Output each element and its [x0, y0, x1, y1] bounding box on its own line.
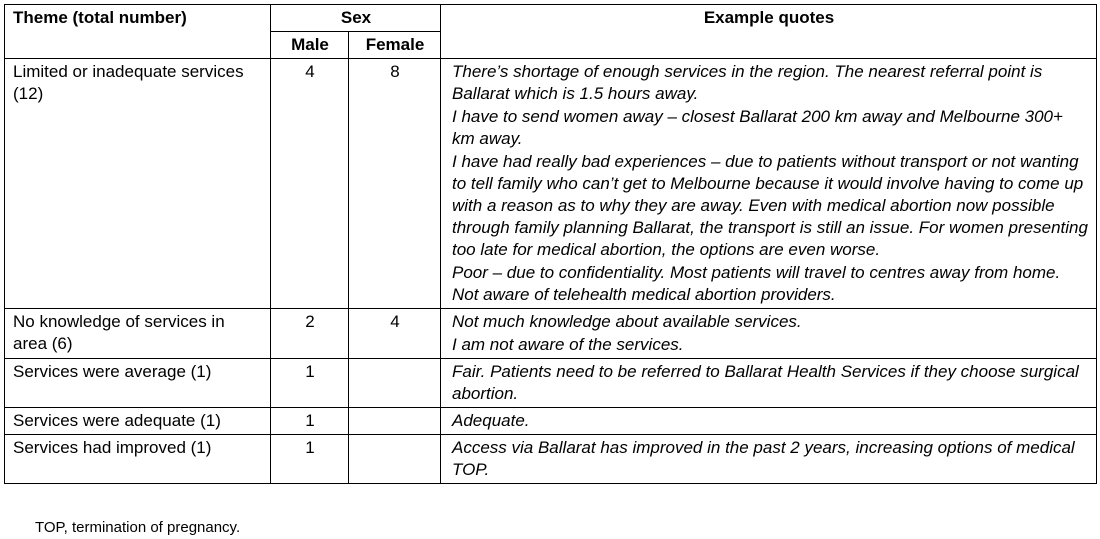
- header-row: [5, 5, 1097, 32]
- sex-column-header: Sex: [271, 5, 441, 32]
- quote-text: Not much knowledge about available services.: [452, 312, 802, 331]
- female-count-cell: 8: [349, 59, 441, 309]
- table-row: [5, 309, 1097, 359]
- quote-text: Poor – due to confidentiality. Most patients will travel to centres away from home. Not aware of telehealth medical abortion providers.: [452, 263, 1061, 304]
- theme-cell: Services were average (1): [5, 359, 271, 408]
- theme-cell: Services were adequate (1): [5, 408, 271, 435]
- table-row: [5, 435, 1097, 484]
- quote-text: There’s shortage of enough services in the region. The nearest referral point is Ballarat which is 1.5 hours away.: [452, 62, 1043, 103]
- quotes-cell: [441, 359, 1097, 408]
- theme-cell: No knowledge of services in area (6): [5, 309, 271, 359]
- table-row: [5, 59, 1097, 309]
- quote-text: Access via Ballarat has improved in the past 2 years, increasing options of medical TOP.: [452, 438, 1075, 479]
- quote-text: Adequate.: [452, 411, 530, 430]
- theme-column-header: Theme (total number): [5, 5, 271, 59]
- female-count-cell: [349, 435, 441, 484]
- table-row: [5, 408, 1097, 435]
- table-footnote: TOP, termination of pregnancy.: [35, 519, 241, 536]
- male-count-cell: 2: [271, 309, 349, 359]
- male-count-cell: 1: [271, 359, 349, 408]
- quote-text: I have had really bad experiences – due to patients without transport or not wanting to tell family who can’t get to Melbourne because it would involve having to come up with a reason as to why they are away. Even with medical abortion now possible through family planning Ballarat, the transport is still an issue. For women presenting too late for medical abortion, the options are even worse.: [452, 152, 1088, 259]
- theme-cell: Services had improved (1): [5, 435, 271, 484]
- female-column-header: Female: [349, 32, 441, 59]
- quotes-cell: [441, 309, 1097, 359]
- quote-text: I am not aware of the services.: [452, 335, 684, 354]
- male-count-cell: 1: [271, 408, 349, 435]
- female-count-cell: 4: [349, 309, 441, 359]
- female-count-cell: [349, 359, 441, 408]
- quote-text: I have to send women away – closest Ballarat 200 km away and Melbourne 300+ km away.: [452, 107, 1063, 148]
- quote-text: Fair. Patients need to be referred to Ballarat Health Services if they choose surgical abortion.: [452, 362, 1079, 403]
- table-row: [5, 359, 1097, 408]
- female-count-cell: [349, 408, 441, 435]
- male-column-header: Male: [271, 32, 349, 59]
- theme-cell: Limited or inadequate services (12): [5, 59, 271, 309]
- quotes-cell: [441, 59, 1097, 309]
- male-count-cell: 4: [271, 59, 349, 309]
- quotes-column-header: Example quotes: [441, 5, 1097, 59]
- male-count-cell: 1: [271, 435, 349, 484]
- quotes-cell: [441, 408, 1097, 435]
- quotes-cell: [441, 435, 1097, 484]
- themes-table: [4, 4, 1097, 484]
